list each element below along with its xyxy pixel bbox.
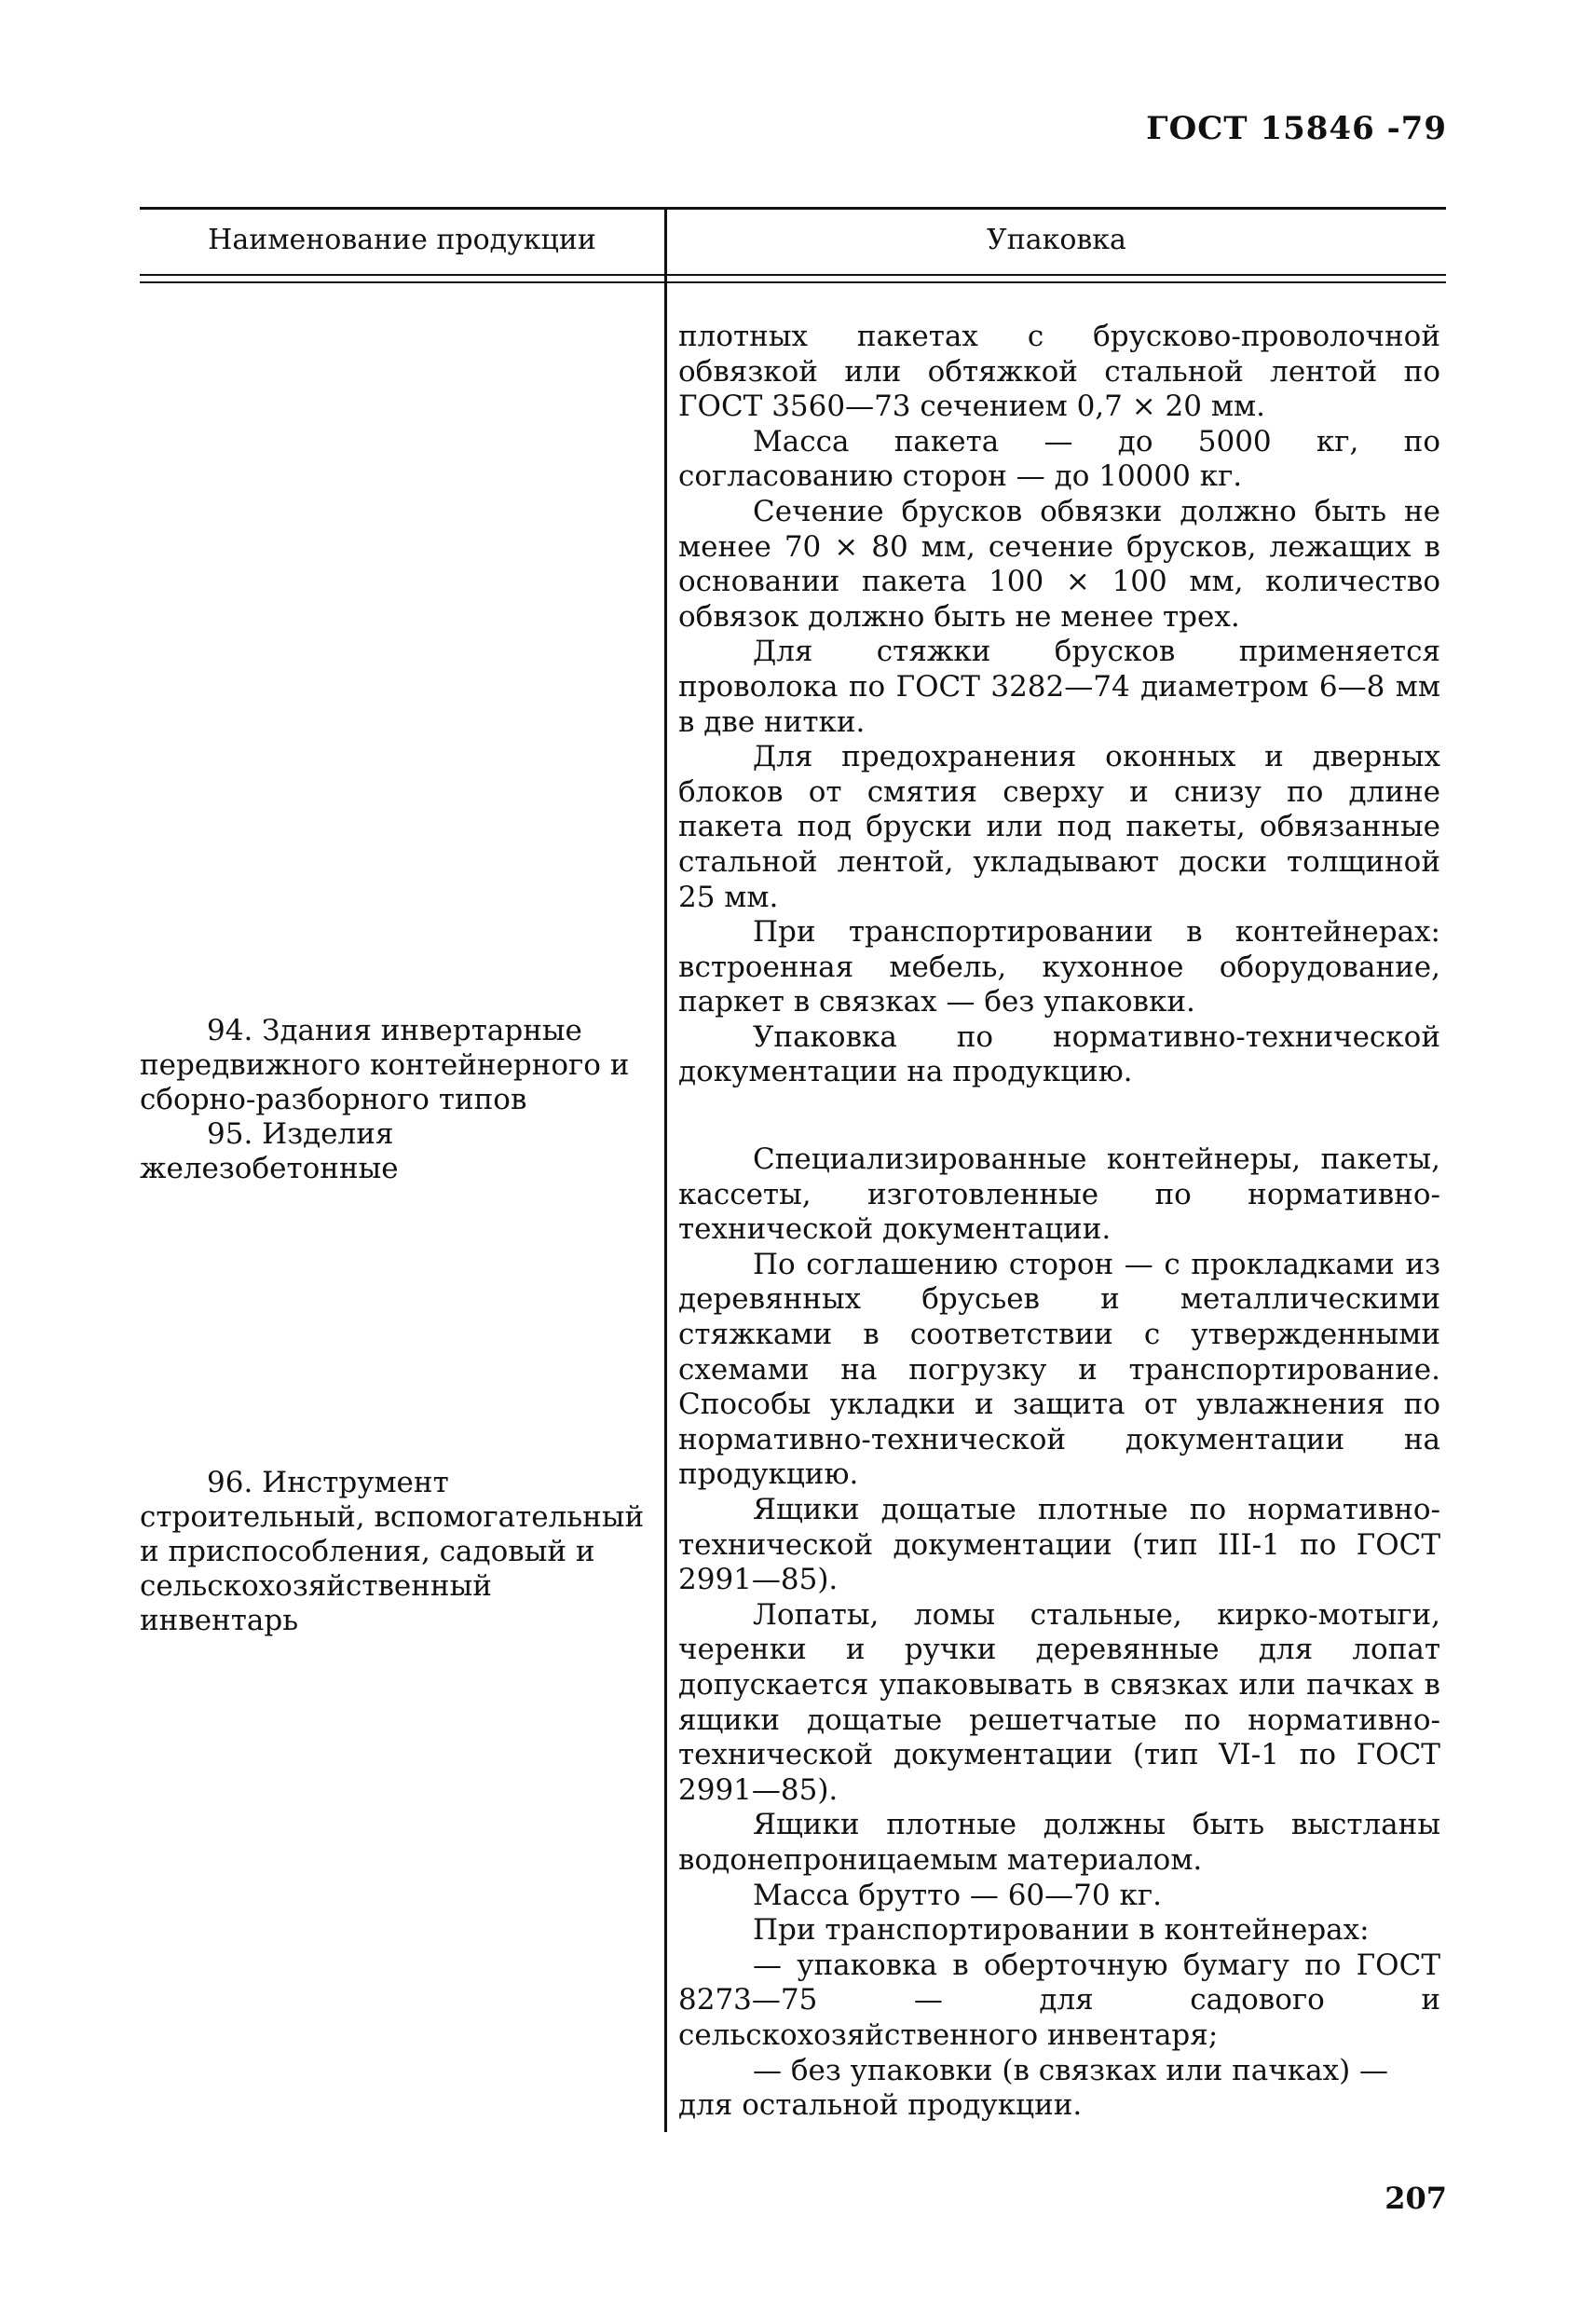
packaging-paragraph: Специализированные контейнеры, пакеты, кассеты, изготовленные по нормативно-технической документации. [678,1142,1440,1247]
column-header-product: Наименование продукции [208,224,596,256]
packaging-paragraph: Сечение брусков обвязки должно быть не менее 70 × 80 мм, сечение брусков, лежащих в основании пакета 100 × 100 мм, количество обвязок должно быть не менее трех. [678,494,1440,634]
column-divider [664,207,667,2132]
product-column [140,1014,648,1638]
column-header-packaging: Упаковка [987,224,1126,256]
packaging-paragraph: Для стяжки брусков применяется проволока по ГОСТ 3282—74 диаметром 6—8 мм в две нитки. [678,635,1440,739]
product-item-94: 94. Здания инвертарные передвижного контейнерного и сборно-разборного типов [140,1014,630,1116]
header-rule-lower [140,281,1446,283]
table-top-rule [140,207,1446,210]
packaging-paragraph: При транспортировании в контейнерах: встроенная мебель, кухонное оборудование, паркет в связках — без упаковки. [678,915,1440,1019]
packaging-paragraph: — без упаковки (в связках или пачках) — для остальной продукции. [678,2053,1389,2123]
packaging-paragraph: Масса брутто — 60—70 кг. [753,1878,1162,1912]
packaging-column [678,320,1440,2124]
product-item-96: 96. Инструмент строительный, вспомогательный и приспособления, садовый и сельскохозяйственный инвентарь [140,1466,645,1637]
product-spacer [140,1186,648,1466]
packaging-paragraph: Масса пакета — до 5000 кг, по согласованию сторон — до 10000 кг. [678,424,1440,494]
packaging-paragraph: Упаковка по нормативно-технической документации на продукцию. [678,1019,1440,1089]
packaging-paragraph: При транспортировании в контейнерах: [753,1913,1370,1948]
header-rule-upper [140,274,1446,276]
packaging-paragraph: Лопаты, ломы стальные, кирко-мотыги, черенки и ручки деревянные для лопат допускается упаковывать в связках или пачках в ящики дощатые решетчатые по нормативно-технической документации (тип VI-1 по ГОСТ 2991—85). [678,1597,1440,1807]
packaging-paragraph: По соглашению сторон — с прокладками из деревянных брусьев и металлическими стяжками в соответствии с утвержденными схемами на погрузку и транспортирование. Способы укладки и защита от увлажнения по нормативно-технической документации на продукцию. [678,1247,1440,1492]
packaging-paragraph: Для предохранения оконных и дверных блоков от смятия сверху и снизу по длине пакета под бруски или под пакеты, обвязанные стальной лентой, укладывают доски толщиной 25 мм. [678,740,1440,914]
packaging-paragraph: Ящики плотные должны быть выстланы водонепроницаемым материалом. [678,1808,1440,1877]
packaging-paragraph: плотных пакетах с брусково-проволочной обвязкой или обтяжкой стальной лентой по ГОСТ 3560—73 сечением 0,7 × 20 мм. [678,320,1440,424]
packaging-paragraph: — упаковка в оберточную бумагу по ГОСТ 8273—75 — для садового и сельскохозяйственного инвентаря; [678,1948,1440,2052]
packaging-paragraph: Ящики дощатые плотные по нормативно-технической документации (тип III-1 по ГОСТ 2991—85). [678,1493,1440,1597]
product-item-95: 95. Изделия железобетонные [140,1117,399,1185]
page-number: 207 [1385,2181,1447,2216]
document-code: ГОСТ 15846 -79 [1146,110,1447,147]
